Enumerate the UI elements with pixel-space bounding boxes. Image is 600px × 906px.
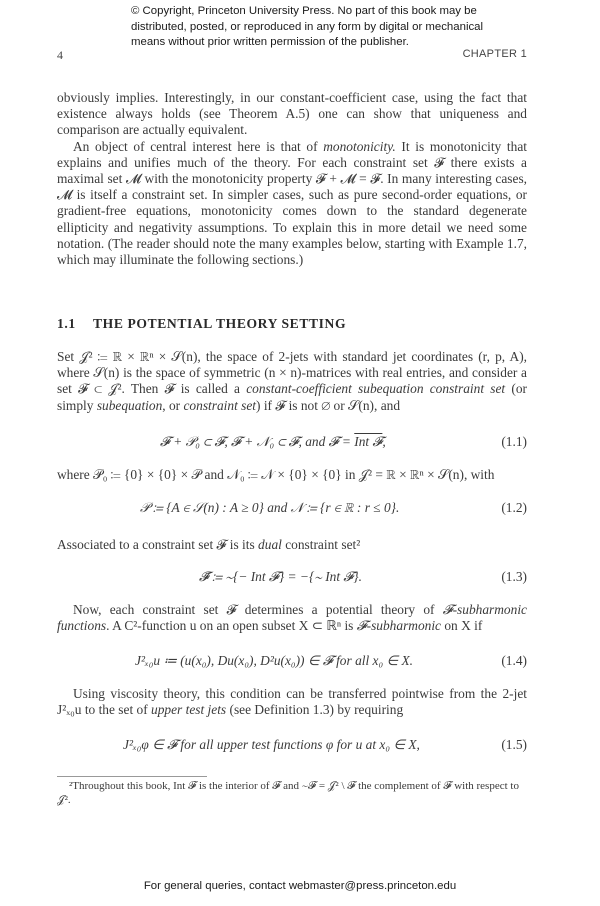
equation-body: J²ₓ₀φ ∈ 𝓕 for all upper test functions φ for u at x₀ ∈ X, (123, 737, 420, 752)
intro-text (57, 90, 527, 268)
equation-number: (1.5) (501, 737, 527, 752)
text: Associated to a constraint set 𝓕 is its (57, 537, 259, 552)
paragraph (57, 349, 527, 414)
copyright-line: distributed, posted, or reproduced in any form by digital or mechanical (131, 20, 484, 33)
equation-number: (1.2) (501, 500, 527, 515)
equation-1-2 (57, 500, 527, 518)
equation-body (160, 434, 386, 450)
section-heading (57, 316, 346, 332)
paragraph-subharmonic (57, 602, 527, 634)
equation-1-4 (57, 653, 527, 671)
text: It is monotonicity that explains and unifies much of the theory. For each constraint set 𝓕 there exists a maximal set 𝓜 with the monotonicity property 𝓕 + 𝓜 = 𝓕. In many interesting cases, 𝓜 is itself a constraint set. In simpler cases, such as pure second-order equations, or gradient-free equations, monotonicity comes down to the standard degenerate ellipticity and negativity assumptions. To explain this in more detail we need some notation. (The reader should note the many examples below, starting with Example 1.7, which may illuminate the following sections.) (57, 138, 527, 268)
equation-body: J²ₓ₀u ≔ (u(x₀), Du(x₀), D²u(x₀)) ∈ 𝓕 for all x₀ ∈ X. (135, 653, 414, 668)
equation-number: (1.4) (501, 653, 527, 668)
text: Using viscosity theory, this condition can be transferred pointwise from the 2-jet J²ₓ₀u to the set of (57, 686, 527, 718)
paragraph-viscosity (57, 686, 527, 718)
chapter-running-head: CHAPTER 1 (462, 48, 527, 60)
copyright-line: means without prior written permission of the publisher. (131, 36, 409, 48)
emphasis: subequation (96, 397, 163, 413)
equation-number: (1.1) (501, 434, 527, 449)
copyright-line: © Copyright, Princeton University Press. No part of this book may be (131, 5, 477, 17)
paragraph-where (57, 467, 527, 483)
emphasis: monotonicity. (323, 138, 396, 154)
overline-text: Int 𝓕 (354, 434, 383, 449)
copyright-notice (131, 4, 511, 51)
emphasis: 𝓕-subharmonic (356, 618, 442, 634)
text: ) if 𝓕 is not ∅ or 𝒮(n), and (256, 397, 401, 413)
section-title: THE POTENTIAL THEORY SETTING (93, 316, 347, 331)
emphasis: constraint set (183, 397, 257, 413)
emphasis: dual (258, 537, 282, 552)
definition-paragraph (57, 349, 527, 414)
paragraph: where 𝒫₀ ≔ {0} × {0} × 𝒫 and 𝒩₀ ≔ 𝒩 × {0} × {0} in 𝒥² = ℝ × ℝⁿ × 𝒮(n), with (57, 467, 495, 482)
paragraph (57, 537, 527, 553)
footnote-divider (57, 776, 207, 777)
paragraph-dual (57, 537, 527, 553)
text: . A C²-function u on an open subset X ⊂ ℝⁿ is (106, 618, 357, 634)
text: (see Definition 1.3) by requiring (226, 702, 404, 718)
text: , or (162, 397, 184, 413)
equation-body: 𝓕̃ ≔ ∼{− Int 𝓕} = −{∼ Int 𝓕}. (199, 569, 362, 584)
page-number: 4 (57, 48, 63, 62)
text: 𝓕 + 𝒫₀ ⊂ 𝓕, 𝓕 + 𝒩₀ ⊂ 𝓕, and 𝓕 = (160, 434, 355, 449)
equation-body: 𝒫 ≔ {A ∈ 𝒮(n) : A ≥ 0} and 𝒩 ≔ {r ∈ ℝ : r ≤ 0}. (140, 500, 400, 515)
emphasis: upper test jets (151, 702, 227, 718)
section-number: 1.1 (57, 316, 76, 331)
equation-1-5 (57, 737, 527, 755)
paragraph (57, 686, 527, 718)
contact-footer: For general queries, contact webmaster@press.princeton.edu (143, 880, 457, 892)
text: Set 𝒥² ≔ ℝ × ℝⁿ × 𝒮(n), the space of 2-jets with standard jet coordinates (r, p, A), where 𝒮(n) is the space of symmetric (n × n)-matrices with real entries, and consider a set 𝓕 ⊂ 𝒥². Then 𝓕 is called a (57, 349, 527, 397)
emphasis: constant-coefficient subequation constraint set (246, 381, 506, 397)
text: An object of central interest here is that of (73, 138, 324, 154)
equation-number: (1.3) (501, 569, 527, 584)
footnote (57, 779, 527, 807)
footnote-text: ²Throughout this book, Int 𝓕 is the interior of 𝓕 and ∼𝓕 = 𝒥² \ 𝓕 the complement of 𝓕 with respect to 𝒥². (57, 780, 519, 806)
equation-1-1 (57, 434, 527, 452)
text: (or simply (57, 381, 527, 413)
paragraph (57, 602, 527, 634)
emphasis: 𝓕-subharmonic functions (57, 602, 527, 634)
text: , (382, 434, 386, 449)
text: constraint set² (281, 537, 361, 552)
equation-1-3 (57, 569, 527, 587)
text: Now, each constraint set 𝓕 determines a potential theory of (73, 602, 443, 617)
paragraph: obviously implies. Interestingly, in our constant-coefficient case, using the fact that existence always holds (see Theorem A.5) one can show that uniqueness and comparison are actually equivalent. (57, 90, 527, 138)
paragraph-monotonicity (57, 139, 527, 269)
text: on X if (441, 618, 483, 634)
